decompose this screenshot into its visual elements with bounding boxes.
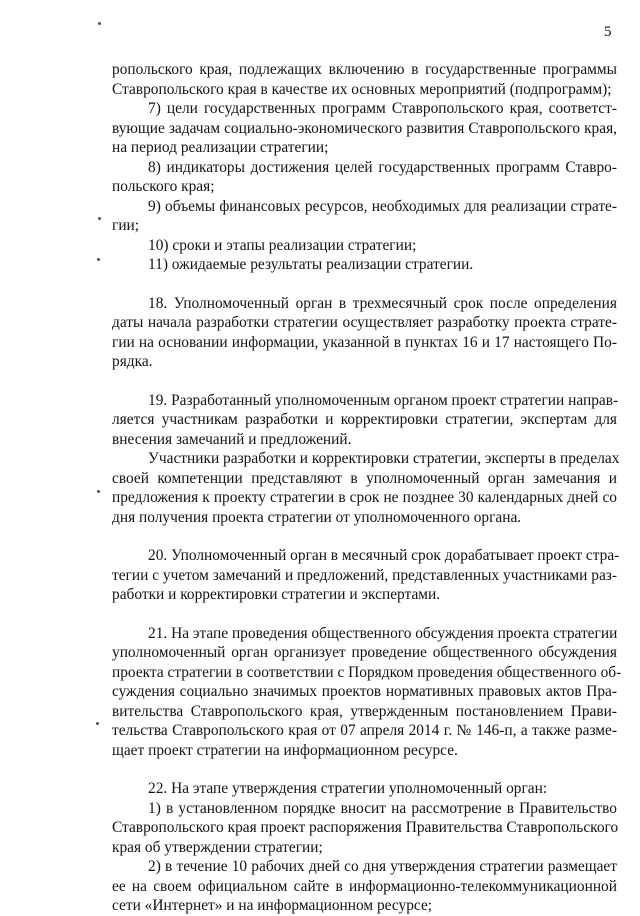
text-line: Ставропольского края в качестве их основных мероприятий (подпрограмм); bbox=[112, 80, 612, 98]
list-item-8 bbox=[112, 158, 617, 197]
text-line: 1) в установленном порядке вносит на рассмотрение в Правительство bbox=[148, 799, 617, 817]
text-line: 10) сроки и этапы реализации стратегии; bbox=[148, 236, 417, 254]
text-line: вительства Ставропольского края, утвержденным постановлением Прави- bbox=[112, 702, 617, 720]
text-line: щает проект стратегии на информационном ресурсе. bbox=[112, 741, 458, 759]
text-line: своей компетенции представляют в уполномоченный орган замечания и bbox=[112, 469, 617, 487]
text-line: 8) индикаторы достижения целей государственных программ Ставро- bbox=[148, 158, 617, 176]
text-line: Участники разработки и корректировки стратегии, эксперты в пределах bbox=[148, 450, 620, 467]
paragraph-21 bbox=[112, 624, 622, 761]
text-line: ляется участникам разработки и корректировки стратегии, экспертам для bbox=[112, 411, 617, 428]
text-line: 7) цели государственных программ Ставропольского края, соответст- bbox=[148, 100, 617, 117]
text-line: ропольского края, подлежащих включению в государственные программы bbox=[112, 61, 617, 78]
text-line: тельства Ставропольского края от 07 апреля 2014 г. № 146-п, а также разме- bbox=[112, 722, 617, 739]
paragraph-22 bbox=[112, 779, 617, 799]
text-line: проекта стратегии в соответствии с Порядком проведения общественного об- bbox=[112, 663, 622, 681]
text-line: 19. Разработанный уполномоченным органом проект стратегии направ- bbox=[148, 391, 619, 409]
list-item-11 bbox=[112, 255, 617, 275]
scan-mark bbox=[98, 22, 101, 25]
paragraph-19 bbox=[112, 391, 617, 450]
text-line: гии; bbox=[112, 217, 140, 234]
list-item-9 bbox=[112, 197, 617, 236]
paragraph-intro bbox=[112, 60, 617, 99]
document-body bbox=[112, 60, 622, 916]
text-line: ее на своем официальном сайте в информационно-телекоммуникационной bbox=[112, 877, 617, 895]
paragraph-20 bbox=[112, 546, 620, 605]
text-line: рядка. bbox=[112, 353, 153, 370]
scan-mark bbox=[96, 722, 99, 725]
text-line: дня получения проекта стратегии от уполномоченного органа. bbox=[112, 508, 522, 526]
text-line: даты начала разработки стратегии осуществляет разработку проекта страте- bbox=[112, 314, 617, 331]
list-item-10 bbox=[112, 236, 617, 256]
text-line: 21. На этапе проведения общественного обсуждения проекта стратегии bbox=[148, 624, 618, 642]
text-line: уполномоченный орган организует проведение общественного обсуждения bbox=[112, 644, 617, 661]
text-line: 20. Уполномоченный орган в месячный срок дорабатывает проект стра- bbox=[148, 547, 620, 564]
text-line: на период реализации стратегии; bbox=[112, 139, 329, 156]
text-line: польского края; bbox=[112, 178, 215, 195]
paragraph-22-item-1 bbox=[112, 799, 617, 858]
scan-mark bbox=[97, 258, 100, 261]
scan-mark bbox=[98, 217, 101, 220]
text-line: Ставропольского края проект распоряжения Правительства Ставропольского bbox=[112, 819, 619, 836]
text-line: тегии с учетом замечаний и предложений, представленных участниками раз- bbox=[112, 566, 617, 584]
text-line: 11) ожидаемые результаты реализации стратегии. bbox=[148, 256, 474, 273]
text-line: внесения замечаний и предложений. bbox=[112, 430, 352, 448]
text-line: предложения к проекту стратегии в срок не позднее 30 календарных дней со bbox=[112, 489, 617, 506]
text-line: 22. На этапе утверждения стратегии уполномоченный орган: bbox=[148, 780, 548, 797]
list-item-7 bbox=[112, 99, 617, 158]
text-line: края об утверждении стратегии; bbox=[112, 838, 323, 856]
paragraph-22-item-2 bbox=[112, 857, 617, 916]
text-line: сети «Интернет» и на информационном ресурсе; bbox=[112, 897, 433, 914]
text-line: 2) в течение 10 рабочих дней со дня утверждения стратегии размещает bbox=[148, 858, 617, 875]
scan-mark bbox=[97, 490, 100, 493]
page-number: 5 bbox=[604, 24, 612, 40]
text-line: 18. Уполномоченный орган в трехмесячный срок после определения bbox=[148, 294, 617, 312]
paragraph-19-continued bbox=[112, 449, 620, 527]
text-line: 9) объемы финансовых ресурсов, необходимых для реализации страте- bbox=[148, 197, 617, 215]
text-line: работки и корректировки стратегии и экспертами. bbox=[112, 586, 441, 603]
paragraph-18 bbox=[112, 294, 617, 372]
text-line: вующие задачам социально-экономического развития Ставропольского края, bbox=[112, 119, 617, 137]
text-line: суждения социально значимых проектов нормативных правовых актов Пра- bbox=[112, 683, 617, 700]
text-line: гии на основании информации, указанной в пунктах 16 и 17 настоящего По- bbox=[112, 333, 617, 351]
